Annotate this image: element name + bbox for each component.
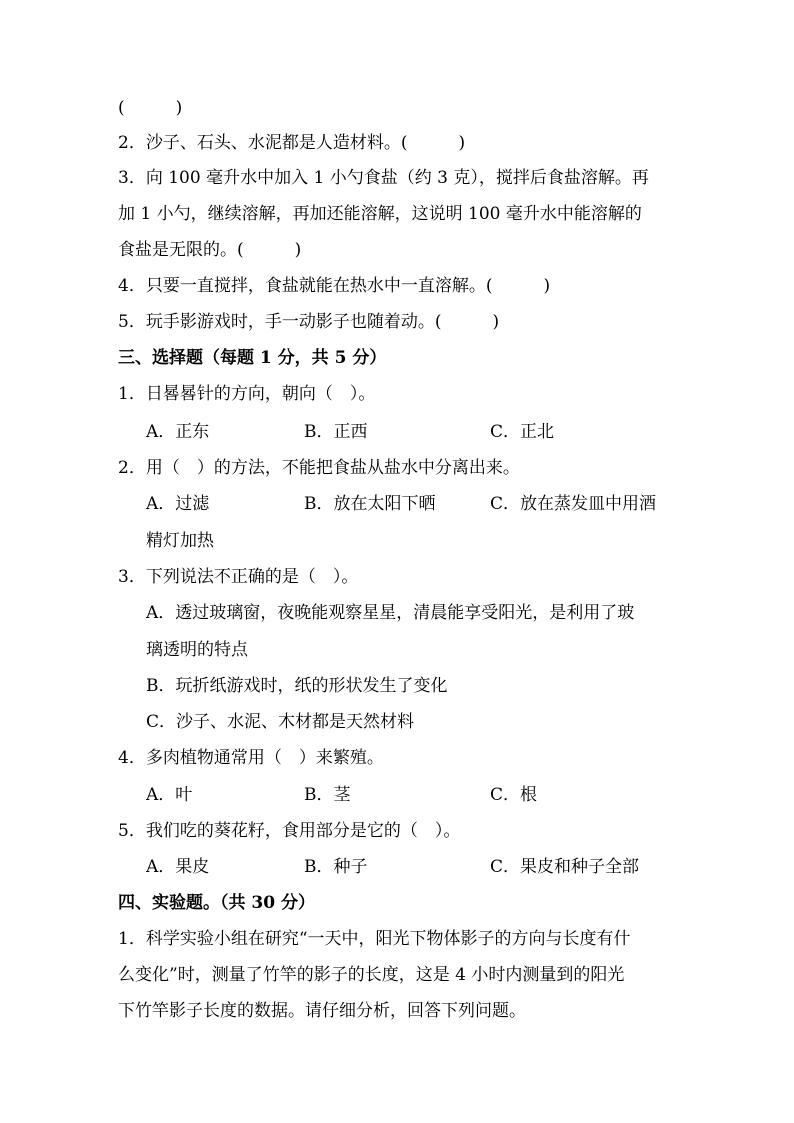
choice-2-option-c: C．放在蒸发皿中用酒	[490, 494, 657, 514]
choice-5-option-a: A．果皮	[146, 857, 210, 877]
choice-4-option-b: B．茎	[304, 785, 351, 805]
choice-1-option-a: A．正东	[146, 422, 210, 442]
choice-4-option-c: C．根	[490, 785, 538, 805]
choice-2-option-a: A．过滤	[146, 494, 210, 514]
choice-3-option-a-line-1: A．透过玻璃窗，夜晚能观察星星，清晨能享受阳光，是利用了玻	[146, 603, 635, 623]
experiment-question-1-line-2: 么变化”时，测量了竹竿的影子的长度，这是 4 小时内测量到的阳光	[118, 965, 625, 985]
true-false-item-3-line-1: 3．向 100 毫升水中加入 1 小勺食盐（约 3 克），搅拌后食盐溶解。再	[118, 168, 649, 188]
choice-question-4: 4．多肉植物通常用（ ）来繁殖。	[118, 748, 384, 768]
experiment-question-1-line-1: 1．科学实验小组在研究“一天中，阳光下物体影子的方向与长度有什	[118, 929, 631, 949]
section-heading-experiment: 四、实验题。（共 30 分）	[118, 893, 315, 913]
true-false-item-2: 2．沙子、石头、水泥都是人造材料。( )	[118, 133, 466, 153]
experiment-question-1-line-3: 下竹竿影子长度的数据。请仔细分析，回答下列问题。	[118, 1001, 526, 1021]
true-false-item-5: 5．玩手影游戏时，手一动影子也随着动。( )	[118, 312, 500, 332]
choice-question-1: 1．日晷晷针的方向，朝向（ ）。	[118, 384, 376, 404]
choice-3-option-b: B．玩折纸游戏时，纸的形状发生了变化	[146, 676, 448, 696]
choice-5-option-c: C．果皮和种子全部	[490, 857, 640, 877]
answer-blank-continued: ( )	[118, 98, 183, 118]
section-heading-choice: 三、选择题（每题 1 分，共 5 分）	[118, 348, 387, 368]
choice-2-option-b: B．放在太阳下晒	[304, 494, 436, 514]
choice-4-option-a: A．叶	[146, 785, 193, 805]
choice-1-option-c: C．正北	[490, 422, 555, 442]
choice-2-option-c-continued: 精灯加热	[146, 531, 214, 551]
true-false-item-3-line-3: 食盐是无限的。( )	[118, 240, 302, 260]
choice-5-option-b: B．种子	[304, 857, 368, 877]
choice-1-option-b: B．正西	[304, 422, 368, 442]
true-false-item-4: 4．只要一直搅拌，食盐就能在热水中一直溶解。( )	[118, 276, 551, 296]
true-false-item-3-line-2: 加 1 小勺，继续溶解，再加还能溶解，这说明 100 毫升水中能溶解的	[118, 204, 642, 224]
choice-3-option-a-line-2: 璃透明的特点	[146, 640, 248, 660]
choice-question-2: 2．用（ ）的方法，不能把食盐从盐水中分离出来。	[118, 458, 520, 478]
choice-3-option-c: C．沙子、水泥、木材都是天然材料	[146, 712, 415, 732]
choice-question-3: 3．下列说法不正确的是（ ）。	[118, 567, 359, 587]
choice-question-5: 5．我们吃的葵花籽，食用部分是它的（ ）。	[118, 821, 461, 841]
